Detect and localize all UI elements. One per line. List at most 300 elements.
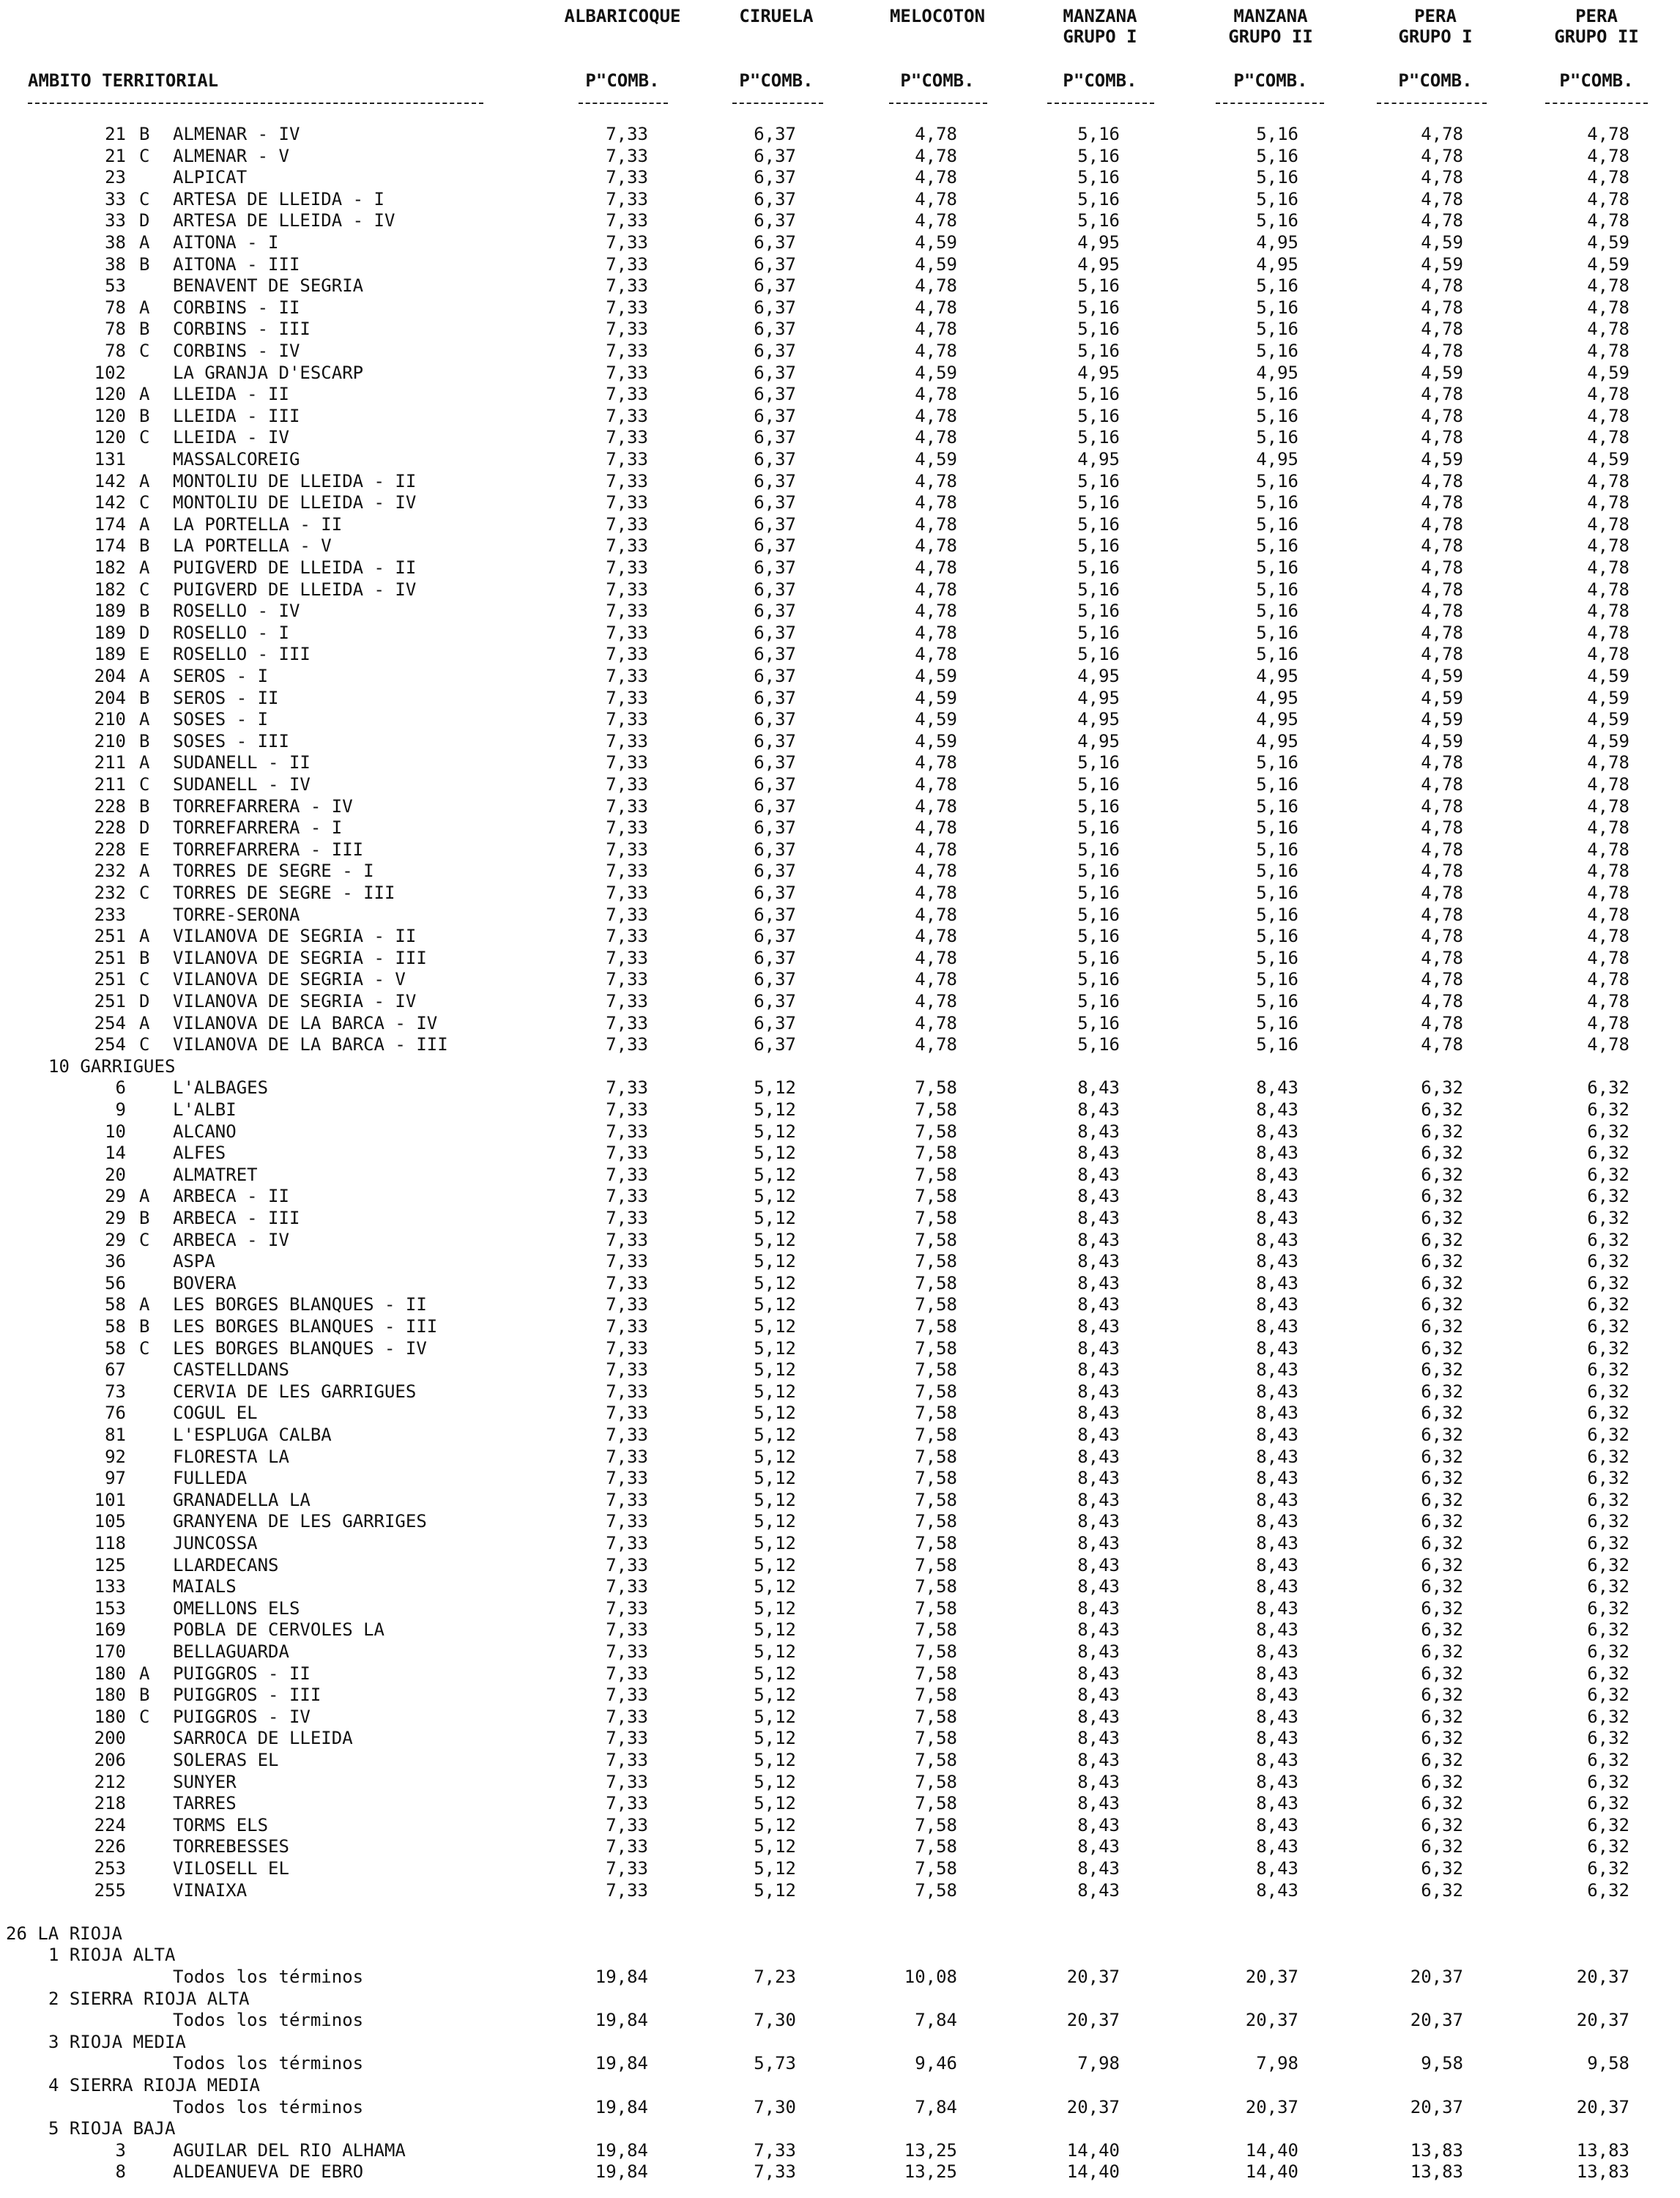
price-cell: 4,78 <box>915 1013 957 1033</box>
price-cell: 6,37 <box>754 752 796 773</box>
column-header-line1: MANZANA <box>1063 6 1137 26</box>
municipality-name: SUDANELL - IV <box>173 774 311 795</box>
price-cell: 4,78 <box>1587 319 1629 339</box>
municipality-letter: B <box>139 124 150 144</box>
price-cell: 7,58 <box>915 1468 957 1488</box>
price-cell: 5,16 <box>1077 905 1120 925</box>
price-cell: 6,37 <box>754 905 796 925</box>
price-cell: 6,32 <box>1421 1619 1463 1640</box>
table-row <box>0 1489 1680 1511</box>
price-cell: 5,12 <box>754 1468 796 1488</box>
price-cell: 7,33 <box>606 1077 648 1098</box>
municipality-name: SOLERAS EL <box>173 1750 279 1770</box>
price-cell: 4,78 <box>915 514 957 535</box>
price-cell: 8,43 <box>1256 1359 1298 1380</box>
table-row <box>0 751 1680 773</box>
municipality-name: SARROCA DE LLEIDA <box>173 1728 353 1748</box>
price-cell: 5,16 <box>1256 167 1298 188</box>
price-cell: 6,37 <box>754 146 796 166</box>
price-cell: 8,43 <box>1077 1858 1120 1879</box>
price-cell: 6,32 <box>1587 1750 1629 1770</box>
price-cell: 8,43 <box>1256 1251 1298 1271</box>
municipality-name: VILANOVA DE SEGRIA - III <box>173 948 427 968</box>
price-cell: 6,32 <box>1587 1685 1629 1705</box>
municipality-code: 169 <box>94 1619 126 1640</box>
municipality-name: COGUL EL <box>173 1403 258 1423</box>
municipality-letter: C <box>139 146 150 166</box>
price-cell: 7,58 <box>915 1533 957 1553</box>
table-row <box>0 839 1680 861</box>
price-cell: 7,33 <box>606 1576 648 1597</box>
municipality-code: 210 <box>94 709 126 729</box>
price-cell: 5,16 <box>1077 210 1120 231</box>
municipality-letter: B <box>139 796 150 817</box>
table-row <box>0 1272 1680 1294</box>
municipality-code: 255 <box>94 1880 126 1901</box>
price-cell: 7,33 <box>606 774 648 795</box>
price-cell: 4,78 <box>915 341 957 361</box>
comarca-label: 1 RIOJA ALTA <box>48 1945 176 1965</box>
price-cell: 6,37 <box>754 666 796 686</box>
table-row <box>0 2009 1680 2031</box>
municipality-code: 120 <box>94 384 126 404</box>
price-cell: 4,78 <box>915 319 957 339</box>
column-subheader: P"COMB. <box>739 70 814 91</box>
municipality-name: TORMS ELS <box>173 1815 269 1835</box>
municipality-name: BELLAGUARDA <box>173 1641 289 1662</box>
price-cell: 6,32 <box>1587 1641 1629 1662</box>
table-row <box>0 1879 1680 1901</box>
price-cell: 6,37 <box>754 623 796 643</box>
municipality-name: BOVERA <box>173 1273 237 1293</box>
region-label: 26 LA RIOJA <box>6 1923 122 1944</box>
price-cell: 6,32 <box>1587 1359 1629 1380</box>
price-cell: 7,33 <box>606 254 648 275</box>
municipality-name: MONTOLIU DE LLEIDA - II <box>173 471 417 491</box>
municipality-code: 226 <box>94 1836 126 1857</box>
municipality-code: 78 <box>105 297 126 318</box>
price-cell: 4,78 <box>915 883 957 903</box>
municipality-name: BENAVENT DE SEGRIA <box>173 275 364 296</box>
price-cell: 7,33 <box>606 839 648 860</box>
municipality-code: 92 <box>105 1447 126 1467</box>
municipality-name: TARRES <box>173 1793 237 1813</box>
municipality-code: 78 <box>105 319 126 339</box>
municipality-letter: A <box>139 384 150 404</box>
price-cell: 4,78 <box>1421 817 1463 838</box>
table-row <box>0 188 1680 210</box>
price-cell: 8,43 <box>1256 1836 1298 1857</box>
price-cell: 7,33 <box>606 1750 648 1770</box>
price-cell: 4,78 <box>1421 601 1463 621</box>
price-cell: 5,16 <box>1256 427 1298 448</box>
price-cell: 7,58 <box>915 1728 957 1748</box>
municipality-name: GRANADELLA LA <box>173 1490 311 1510</box>
table-row <box>0 1207 1680 1229</box>
municipality-name: LA GRANJA D'ESCARP <box>173 363 364 383</box>
price-cell: 6,32 <box>1587 1381 1629 1402</box>
price-cell: 7,33 <box>606 1468 648 1488</box>
municipality-code: 142 <box>94 492 126 513</box>
municipality-letter: D <box>139 817 150 838</box>
price-cell: 5,16 <box>1256 1034 1298 1055</box>
price-cell: 7,58 <box>915 1772 957 1792</box>
municipality-code: 251 <box>94 991 126 1011</box>
price-cell: 8,43 <box>1077 1273 1120 1293</box>
municipality-name: AGUILAR DEL RIO ALHAMA <box>173 2140 406 2161</box>
price-cell: 4,78 <box>1421 124 1463 144</box>
price-cell: 5,16 <box>1077 861 1120 881</box>
municipality-code: 224 <box>94 1815 126 1835</box>
price-cell: 6,32 <box>1421 1641 1463 1662</box>
table-row <box>0 2139 1680 2161</box>
dashed-rule <box>1216 103 1324 104</box>
municipality-letter: C <box>139 1338 150 1359</box>
price-cell: 6,32 <box>1421 1143 1463 1163</box>
price-cell: 8,43 <box>1256 1815 1298 1835</box>
price-cell: 6,32 <box>1421 1294 1463 1315</box>
price-cell: 20,37 <box>1245 1967 1298 1987</box>
price-cell: 4,78 <box>1421 839 1463 860</box>
column-header-line1: MANZANA <box>1233 6 1308 26</box>
price-cell: 6,32 <box>1587 1815 1629 1835</box>
price-cell: 8,43 <box>1256 1750 1298 1770</box>
price-cell: 19,84 <box>595 2010 648 2030</box>
price-cell: 19,84 <box>595 2140 648 2161</box>
price-cell: 14,40 <box>1066 2161 1120 2182</box>
municipality-code: 78 <box>105 341 126 361</box>
municipality-name: TORRES DE SEGRE - III <box>173 883 395 903</box>
price-cell: 20,37 <box>1410 2010 1463 2030</box>
municipality-letter: A <box>139 1186 150 1206</box>
price-cell: 4,78 <box>1587 492 1629 513</box>
municipality-letter: C <box>139 189 150 209</box>
price-cell: 7,33 <box>606 969 648 990</box>
price-cell: 8,43 <box>1256 1425 1298 1445</box>
price-cell: 4,78 <box>1421 535 1463 556</box>
municipality-code: 182 <box>94 579 126 600</box>
price-cell: 6,32 <box>1587 1772 1629 1792</box>
price-cell: 7,33 <box>606 905 648 925</box>
municipality-code: 233 <box>94 905 126 925</box>
price-cell: 4,78 <box>1421 384 1463 404</box>
table-row <box>0 513 1680 535</box>
price-cell: 7,84 <box>915 2010 957 2030</box>
table-row <box>0 882 1680 904</box>
table-row <box>0 1402 1680 1424</box>
price-cell: 4,78 <box>915 146 957 166</box>
price-cell: 4,95 <box>1256 709 1298 729</box>
municipality-code: 29 <box>105 1186 126 1206</box>
column-subheader: P"COMB. <box>1398 70 1473 91</box>
price-cell: 6,37 <box>754 341 796 361</box>
price-cell: 4,78 <box>915 384 957 404</box>
price-cell: 4,78 <box>1587 427 1629 448</box>
price-cell: 19,84 <box>595 2161 648 2182</box>
price-cell: 7,33 <box>606 1143 648 1163</box>
price-cell: 8,43 <box>1256 1490 1298 1510</box>
price-cell: 6,32 <box>1421 1663 1463 1684</box>
price-cell: 8,43 <box>1256 1403 1298 1423</box>
price-cell: 6,32 <box>1587 1468 1629 1488</box>
municipality-name: Todos los términos <box>173 2010 364 2030</box>
municipality-letter: B <box>139 731 150 751</box>
municipality-name: ALFES <box>173 1143 226 1163</box>
price-cell: 5,12 <box>754 1750 796 1770</box>
table-row <box>0 470 1680 492</box>
municipality-name: LES BORGES BLANQUES - II <box>173 1294 427 1315</box>
price-cell: 7,58 <box>915 1208 957 1228</box>
comarca-label: 3 RIOJA MEDIA <box>48 2032 186 2052</box>
municipality-name: L'ALBI <box>173 1099 237 1120</box>
table-row <box>0 318 1680 340</box>
price-cell: 4,78 <box>915 297 957 318</box>
price-cell: 8,43 <box>1077 1750 1120 1770</box>
price-cell: 4,78 <box>1587 817 1629 838</box>
municipality-name: PUIGGROS - IV <box>173 1707 311 1727</box>
municipality-name: Todos los términos <box>173 2053 364 2073</box>
table-row <box>0 622 1680 644</box>
price-cell: 5,16 <box>1077 991 1120 1011</box>
price-cell: 7,33 <box>606 1403 648 1423</box>
price-cell: 5,16 <box>1077 167 1120 188</box>
price-cell: 7,33 <box>606 406 648 426</box>
municipality-code: 189 <box>94 644 126 664</box>
municipality-code: 81 <box>105 1425 126 1445</box>
municipality-name: Todos los términos <box>173 1967 364 1987</box>
price-cell: 5,16 <box>1077 1013 1120 1033</box>
municipality-code: 73 <box>105 1381 126 1402</box>
price-cell: 4,59 <box>915 254 957 275</box>
price-cell: 6,32 <box>1587 1663 1629 1684</box>
table-row <box>0 1988 1680 2010</box>
price-cell: 7,58 <box>915 1121 957 1142</box>
price-cell: 8,43 <box>1256 1880 1298 1901</box>
price-cell: 6,32 <box>1587 1447 1629 1467</box>
price-cell: 7,33 <box>606 1208 648 1228</box>
table-row <box>0 1467 1680 1489</box>
price-cell: 5,12 <box>754 1641 796 1662</box>
price-cell: 4,78 <box>1587 579 1629 600</box>
table-row <box>0 1077 1680 1099</box>
municipality-name: TORREBESSES <box>173 1836 289 1857</box>
table-row <box>0 2161 1680 2183</box>
municipality-code: 67 <box>105 1359 126 1380</box>
price-cell: 4,78 <box>1587 557 1629 578</box>
municipality-name: JUNCOSSA <box>173 1533 258 1553</box>
table-row <box>0 773 1680 795</box>
price-cell: 8,43 <box>1256 1728 1298 1748</box>
municipality-name: LLEIDA - II <box>173 384 289 404</box>
price-cell: 4,59 <box>1421 232 1463 253</box>
price-cell: 7,33 <box>606 1381 648 1402</box>
price-cell: 4,78 <box>915 969 957 990</box>
price-cell: 4,95 <box>1256 449 1298 469</box>
price-cell: 5,16 <box>1077 341 1120 361</box>
price-cell: 7,58 <box>915 1511 957 1531</box>
price-cell: 7,33 <box>606 861 648 881</box>
municipality-name: AITONA - I <box>173 232 279 253</box>
dashed-rule <box>1047 103 1154 104</box>
price-cell: 8,43 <box>1256 1121 1298 1142</box>
price-cell: 8,43 <box>1077 1685 1120 1705</box>
price-cell: 13,83 <box>1410 2161 1463 2182</box>
table-row <box>0 1554 1680 1576</box>
municipality-code: 228 <box>94 817 126 838</box>
price-cell: 5,16 <box>1077 948 1120 968</box>
price-cell: 4,78 <box>915 991 957 1011</box>
column-header-line1: ALBARICOQUE <box>564 6 681 26</box>
municipality-name: VILOSELL EL <box>173 1858 289 1879</box>
table-row <box>0 2052 1680 2074</box>
municipality-code: 174 <box>94 535 126 556</box>
price-cell: 4,78 <box>1587 752 1629 773</box>
price-cell: 7,58 <box>915 1294 957 1315</box>
price-cell: 20,37 <box>1576 2010 1629 2030</box>
price-cell: 8,43 <box>1256 1381 1298 1402</box>
price-cell: 8,43 <box>1256 1619 1298 1640</box>
table-row <box>0 362 1680 384</box>
table-row <box>0 1510 1680 1532</box>
table-row <box>0 145 1680 167</box>
price-cell: 4,59 <box>1587 688 1629 708</box>
table-row <box>0 1164 1680 1186</box>
municipality-code: 58 <box>105 1316 126 1337</box>
price-cell: 5,16 <box>1077 492 1120 513</box>
table-row <box>0 795 1680 817</box>
municipality-name: ASPA <box>173 1251 215 1271</box>
price-cell: 7,58 <box>915 1880 957 1901</box>
price-cell: 5,16 <box>1256 796 1298 817</box>
price-cell: 7,58 <box>915 1186 957 1206</box>
price-cell: 5,16 <box>1256 861 1298 881</box>
price-cell: 7,33 <box>606 535 648 556</box>
table-row <box>0 1532 1680 1554</box>
price-cell: 9,58 <box>1587 2053 1629 2073</box>
table-row <box>0 2117 1680 2139</box>
price-cell: 4,78 <box>915 839 957 860</box>
municipality-name: SEROS - I <box>173 666 269 686</box>
price-cell: 6,32 <box>1587 1880 1629 1901</box>
price-cell: 7,58 <box>915 1381 957 1402</box>
municipality-code: 33 <box>105 189 126 209</box>
price-cell: 7,58 <box>915 1251 957 1271</box>
municipality-name: ALPICAT <box>173 167 248 188</box>
municipality-letter: C <box>139 427 150 448</box>
price-cell: 5,12 <box>754 1338 796 1359</box>
price-cell: 8,43 <box>1256 1208 1298 1228</box>
table-row <box>0 665 1680 687</box>
municipality-letter: D <box>139 210 150 231</box>
municipality-name: L'ALBAGES <box>173 1077 269 1098</box>
table-row <box>0 405 1680 427</box>
price-cell: 6,37 <box>754 709 796 729</box>
price-cell: 6,37 <box>754 991 796 1011</box>
municipality-code: 253 <box>94 1858 126 1879</box>
price-cell: 4,78 <box>1421 167 1463 188</box>
price-cell: 7,58 <box>915 1143 957 1163</box>
price-cell: 5,16 <box>1256 210 1298 231</box>
table-row <box>0 643 1680 665</box>
price-cell: 6,37 <box>754 167 796 188</box>
price-cell: 4,78 <box>1587 275 1629 296</box>
municipality-code: 232 <box>94 883 126 903</box>
price-cell: 7,33 <box>606 1359 648 1380</box>
price-cell: 8,43 <box>1256 1165 1298 1185</box>
price-cell: 6,37 <box>754 644 796 664</box>
municipality-code: 212 <box>94 1772 126 1792</box>
municipality-code: 210 <box>94 731 126 751</box>
price-cell: 6,32 <box>1421 1772 1463 1792</box>
municipality-name: ROSELLO - IV <box>173 601 300 621</box>
price-cell: 4,78 <box>915 1034 957 1055</box>
municipality-code: 38 <box>105 254 126 275</box>
price-cell: 4,78 <box>915 601 957 621</box>
municipality-name: AITONA - III <box>173 254 300 275</box>
price-cell: 7,58 <box>915 1490 957 1510</box>
municipality-letter: A <box>139 471 150 491</box>
municipality-name: SUNYER <box>173 1772 237 1792</box>
price-cell: 8,43 <box>1256 1707 1298 1727</box>
municipality-code: 21 <box>105 146 126 166</box>
municipality-name: PUIGGROS - II <box>173 1663 311 1684</box>
price-cell: 7,33 <box>606 1685 648 1705</box>
price-cell: 7,33 <box>606 1598 648 1619</box>
table-row <box>0 1250 1680 1272</box>
price-cell: 20,37 <box>1066 2010 1120 2030</box>
municipality-name: ARBECA - III <box>173 1208 300 1228</box>
municipality-code: 228 <box>94 839 126 860</box>
price-cell: 5,16 <box>1077 319 1120 339</box>
price-cell: 4,78 <box>1587 406 1629 426</box>
price-cell: 7,33 <box>754 2161 796 2182</box>
price-cell: 8,43 <box>1077 1230 1120 1250</box>
municipality-name: MASSALCOREIG <box>173 449 300 469</box>
table-row <box>0 535 1680 557</box>
price-cell: 5,16 <box>1077 883 1120 903</box>
price-cell: 4,59 <box>915 688 957 708</box>
price-cell: 6,37 <box>754 948 796 968</box>
price-cell: 4,78 <box>915 644 957 664</box>
municipality-letter: D <box>139 991 150 1011</box>
price-cell: 6,32 <box>1587 1793 1629 1813</box>
price-cell: 20,37 <box>1576 1967 1629 1987</box>
price-cell: 7,58 <box>915 1425 957 1445</box>
price-cell: 6,32 <box>1421 1576 1463 1597</box>
price-cell: 6,32 <box>1421 1359 1463 1380</box>
municipality-code: 204 <box>94 666 126 686</box>
price-cell: 5,16 <box>1256 579 1298 600</box>
price-cell: 7,58 <box>915 1663 957 1684</box>
table-row <box>0 600 1680 622</box>
price-cell: 7,33 <box>606 709 648 729</box>
price-cell: 6,32 <box>1421 1099 1463 1120</box>
municipality-name: TORREFARRERA - I <box>173 817 343 838</box>
municipality-letter: C <box>139 1230 150 1250</box>
price-cell: 5,12 <box>754 1858 796 1879</box>
price-cell: 13,83 <box>1576 2140 1629 2161</box>
price-cell: 6,37 <box>754 1034 796 1055</box>
price-cell: 5,16 <box>1256 883 1298 903</box>
price-cell: 5,16 <box>1077 774 1120 795</box>
price-cell: 4,78 <box>915 427 957 448</box>
price-cell: 7,33 <box>606 341 648 361</box>
price-cell: 13,83 <box>1576 2161 1629 2182</box>
price-cell: 8,43 <box>1077 1533 1120 1553</box>
price-cell: 5,16 <box>1077 969 1120 990</box>
price-cell: 8,43 <box>1256 1316 1298 1337</box>
price-cell: 6,37 <box>754 427 796 448</box>
